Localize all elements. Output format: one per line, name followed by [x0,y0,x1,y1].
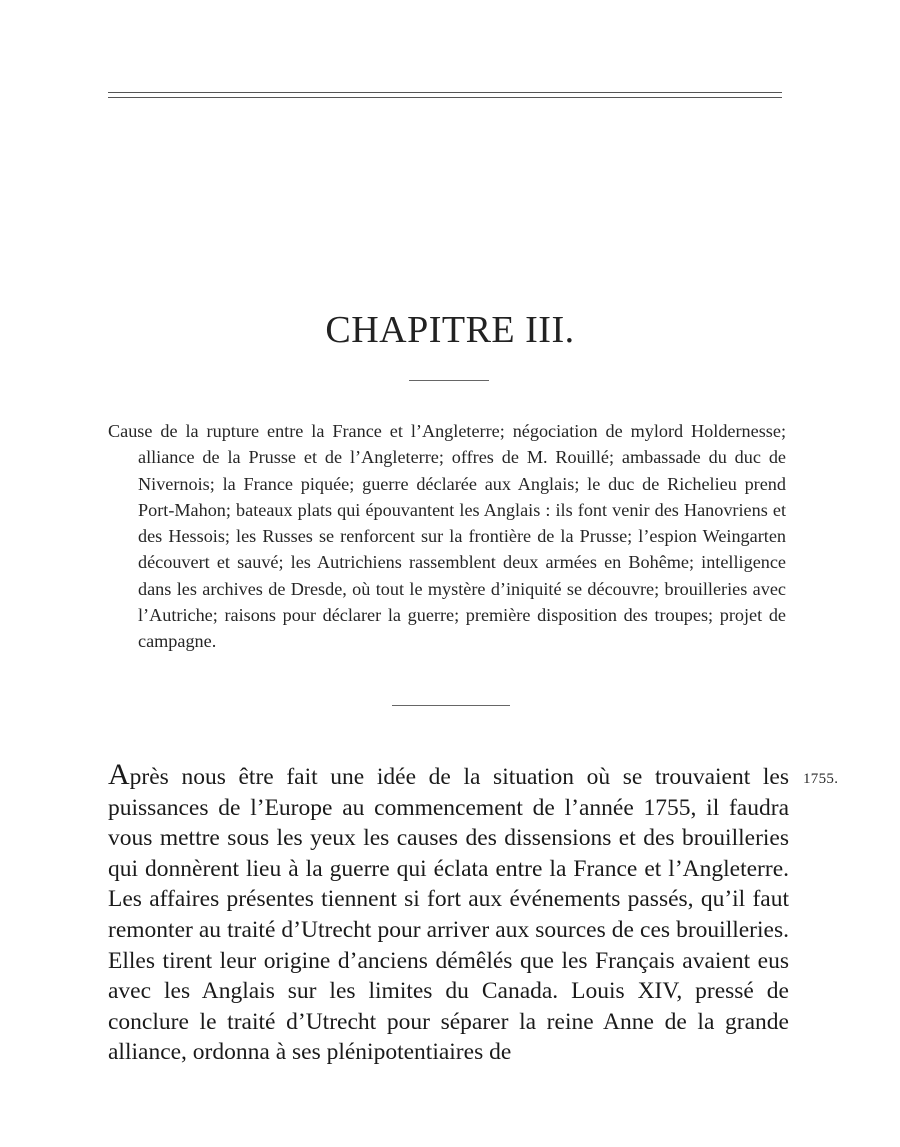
body-text: près nous être fait une idée de la situation où se trouvaient les puissances de l’Europe au commencement de l’année 1755, il faudra vous mettre sous les yeux les causes des dissensions et des brouilleries qui donnèrent lieu à la guerre qui éclata entre la France et l’Angleterre. Les affaires présentes tiennent si fort aux événements passés, qu’il faut remonter au traité d’Utrecht pour arriver aux sources de ces brouilleries. Elles tirent leur origine d’anciens démêlés que les Français avaient eus avec les Anglais sur les limites du Canada. Louis XIV, pressé de conclure le traité d’Utrecht pour séparer la reine Anne de la grande alliance, ordonna à ses plénipotentiaires de [108,764,789,1066]
margin-year-note: 1755. [803,771,839,787]
summary-divider [392,705,510,706]
chapter-title: CHAPITRE III. [325,309,575,351]
top-double-rule [108,92,782,98]
chapter-summary: Cause de la rupture entre la France et l’Angleterre; négociation de mylord Holdernesse; alliance de la Prusse et de l’Angleterre; offres de M. Rouillé; ambassade du duc de Nivernois; la France piquée; guerre déclarée aux Anglais; le duc de Richelieu prend Port-Mahon; bateaux plats qui épouvantent les Anglais : ils font venir des Hanovriens et des Hessois; les Russes se renforcent sur la frontière de la Prusse; l’espion Weingarten découvert et sauvé; les Autrichiens rassemblent deux armées en Bohême; intelligence dans les archives de Dresde, où tout le mystère d’iniquité se découvre; brouilleries avec l’Autriche; raisons pour déclarer la guerre; première disposition des troupes; projet de campagne. [108,421,786,652]
drop-cap: A [108,758,130,791]
body-paragraph [108,758,789,1068]
title-divider [409,380,489,381]
